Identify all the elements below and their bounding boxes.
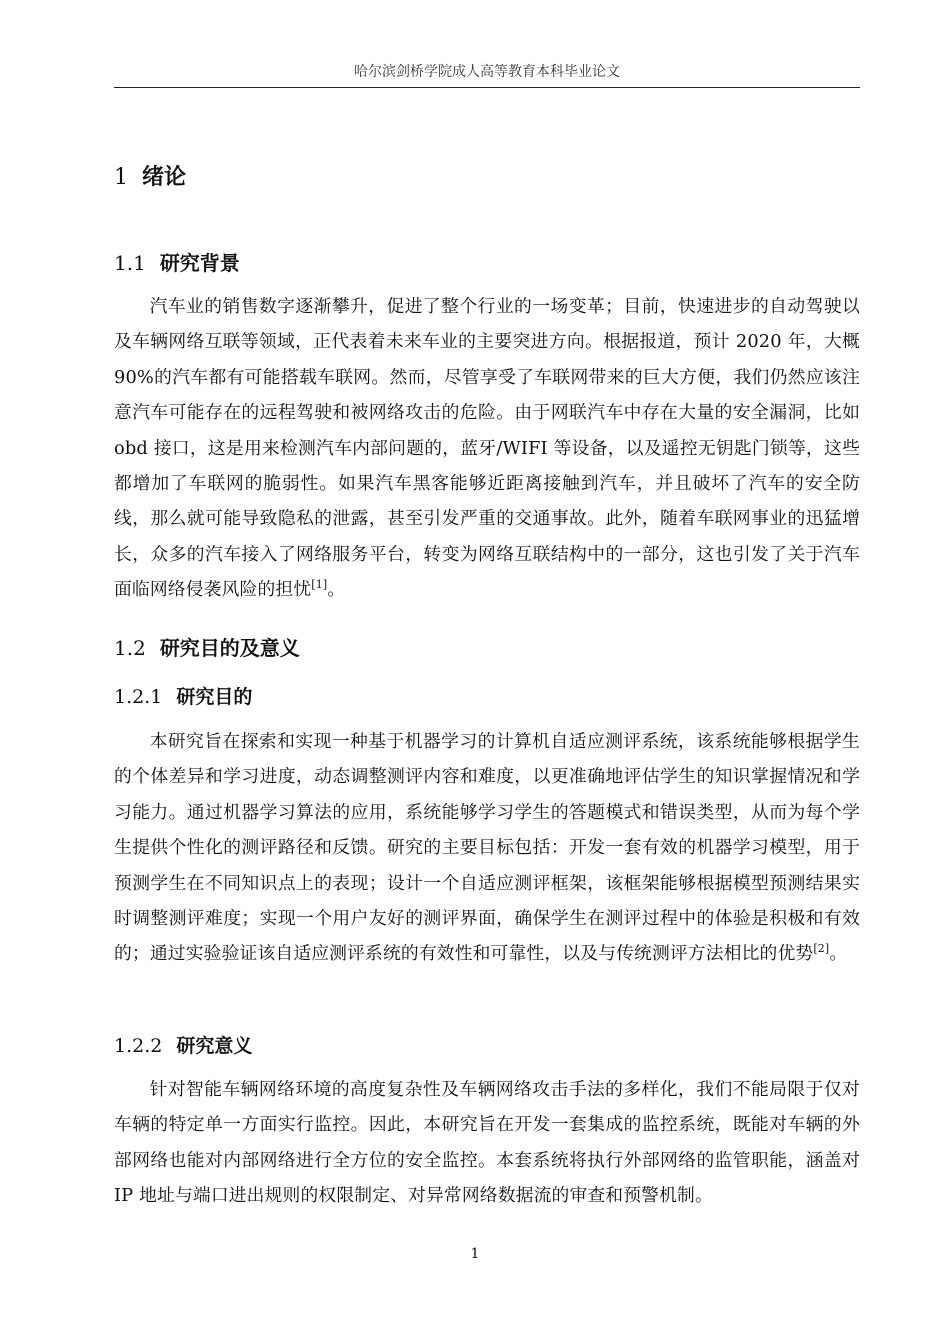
section-1-2-title: 研究目的及意义 — [159, 636, 300, 660]
chapter-title: 绪论 — [142, 164, 187, 190]
section-1-2-2-heading — [114, 1031, 252, 1061]
section-1-2-1-text: 本研究旨在探索和实现一种基于机器学习的计算机自适应测评系统，该系统能够根据学生的个体差异和学习进度，动态调整测评内容和难度，以更准确地评估学生的知识掌握情况和学习能力。通过机器学习算法的应用，系统能够学习学生的答题模式和错误类型，从而为每个学生提供个性化的测评路径和反馈。研究的主要目标包括：开发一套有效的机器学习模型，用于预测学生在不同知识点上的表现；设计一个自适应测评框架，该框架能够根据模型预测结果实时调整测评难度；实现一个用户友好的测评界面，确保学生在测评过程中的体验是积极和有效的；通过实验验证该自适应测评系统的有效性和可靠性，以及与传统测评方法相比的优势 — [114, 731, 860, 965]
citation-2: [2] — [813, 942, 830, 956]
chapter-heading — [114, 160, 186, 195]
section-1-2-1-text-end: 。 — [829, 943, 848, 965]
section-1-2-2-title: 研究意义 — [176, 1035, 253, 1057]
header-rule — [114, 87, 860, 88]
section-1-2-2-paragraph: 针对智能车辆网络环境的高度复杂性及车辆网络攻击手法的多样化，我们不能局限于仅对车辆的特定单一方面实行监控。因此，本研究旨在开发一套集成的监控系统，既能对车辆的外部网络也能对内部网络进行全方位的安全监控。本套系统将执行外部网络的监管职能，涵盖对 IP 地址与端口进出规则的权限制定、对异常网络数据流的审查和预警机制。 — [114, 1079, 860, 1207]
section-1-2-1-paragraph — [114, 724, 860, 972]
section-1-2-heading — [114, 632, 300, 664]
running-header: 哈尔滨剑桥学院成人高等教育本科毕业论文 — [354, 64, 620, 80]
section-1-2-1-title: 研究目的 — [176, 686, 253, 708]
page-number: 1 — [470, 1246, 480, 1262]
section-1-2-number: 1.2 — [114, 636, 146, 660]
section-1-1-text: 汽车业的销售数字逐渐攀升，促进了整个行业的一场变革；目前，快速进步的自动驾驶以及车辆网络互联等领域，正代表着未来车业的主要突进方向。根据报道，预计 2020 年，大概 90%的汽车都有可能搭载车联网。然而，尽管享受了车联网带来的巨大方便，我们仍然应该注意汽车可能存在的远程驾驶和被网络攻击的危险。由于网联汽车中存在大量的安全漏洞，比如 obd 接口，这是用来检测汽车内部问题的，蓝牙/WIFI 等设备，以及遥控无钥匙门锁等，这些都增加了车联网的脆弱性。如果汽车黑客能够近距离接触到汽车，并且破坏了汽车的安全防线，那么就可能导致隐私的泄露，甚至引发严重的交通事故。此外，随着车联网事业的迅猛增长，众多的汽车接入了网络服务平台，转变为网络互联结构中的一部分，这也引发了关于汽车面临网络侵袭风险的担忧 — [114, 296, 860, 601]
section-1-1-paragraph — [114, 289, 860, 608]
section-1-1-heading — [114, 247, 240, 279]
section-1-1-text-end: 。 — [327, 579, 346, 601]
section-1-2-2-number: 1.2.2 — [114, 1035, 163, 1057]
citation-1: [1] — [311, 578, 328, 592]
section-1-2-1-number: 1.2.1 — [114, 686, 163, 708]
section-1-1-title: 研究背景 — [159, 251, 240, 275]
chapter-number: 1 — [114, 165, 128, 190]
section-1-1-number: 1.1 — [114, 251, 146, 275]
section-1-2-1-heading — [114, 682, 252, 712]
